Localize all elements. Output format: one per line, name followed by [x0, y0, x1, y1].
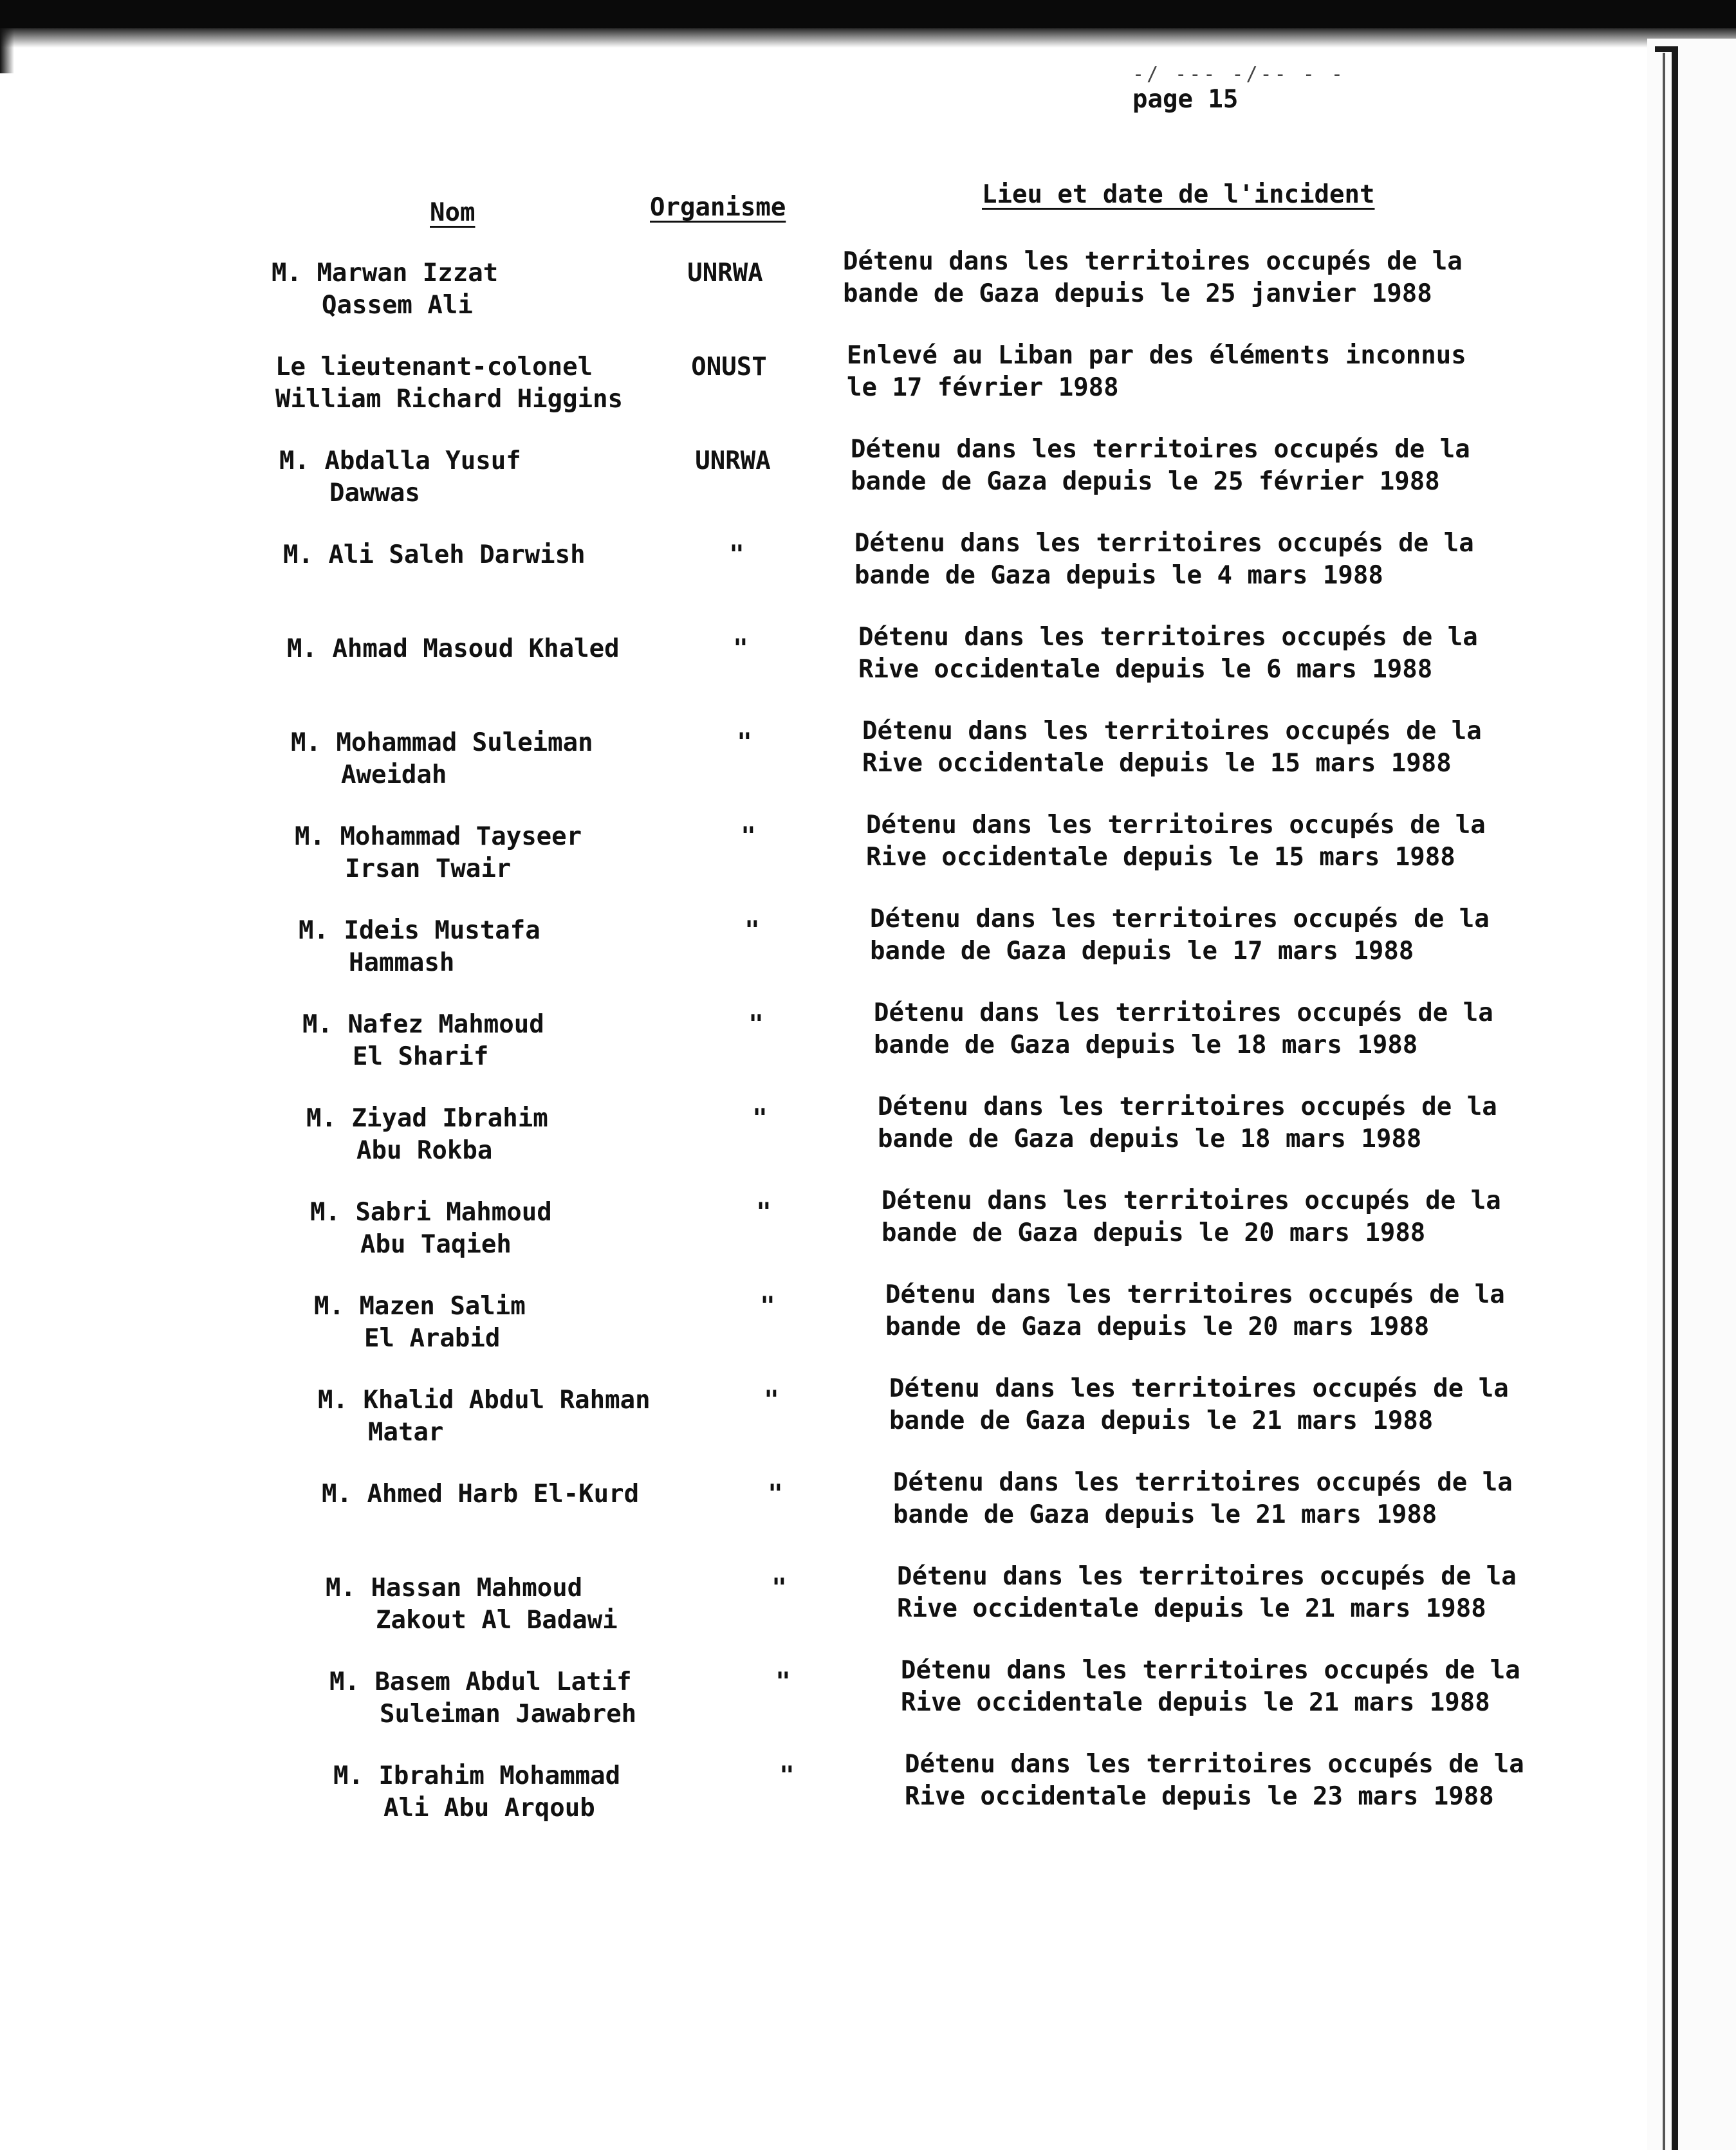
- incident-line: Détenu dans les territoires occupés de la: [854, 529, 1474, 558]
- column-header-organization: Organisme: [650, 193, 786, 222]
- name-cell: [275, 351, 687, 416]
- name-line: El Arabid: [364, 1324, 501, 1353]
- incident-line: Détenu dans les territoires occupés de la: [858, 623, 1478, 652]
- name-line: M. Abdalla Yusuf: [279, 446, 521, 475]
- incident-cell: [866, 809, 1548, 874]
- table-row: [0, 341, 1647, 428]
- name-line: El Sharif: [353, 1042, 489, 1071]
- name-line: M. Khalid Abdul Rahman: [318, 1386, 651, 1415]
- name-cell: [329, 1666, 741, 1731]
- name-line: M. Mohammad Suleiman: [291, 728, 593, 757]
- table-row: [0, 717, 1647, 804]
- incident-line: Rive occidentale depuis le 21 mars 1988: [897, 1594, 1486, 1623]
- name-cell: [299, 915, 710, 979]
- incident-line: Détenu dans les territoires occupés de la: [897, 1562, 1517, 1591]
- organization-cell: ": [760, 1292, 775, 1321]
- incident-line: bande de Gaza depuis le 18 mars 1988: [878, 1125, 1422, 1153]
- binding-edge: [1672, 46, 1678, 2150]
- incident-cell: [885, 1279, 1567, 1343]
- table-row: [0, 1186, 1647, 1274]
- incident-line: bande de Gaza depuis le 4 mars 1988: [854, 561, 1383, 590]
- name-line: William Richard Higgins: [275, 385, 623, 414]
- organization-cell: ": [771, 1574, 787, 1603]
- table-row: [0, 905, 1647, 992]
- name-line: Abu Taqieh: [360, 1230, 512, 1259]
- organization-cell: ": [741, 822, 756, 851]
- table-row: [0, 1656, 1647, 1743]
- incident-line: Détenu dans les territoires occupés de la: [874, 998, 1493, 1027]
- organization-cell: ": [748, 1010, 764, 1039]
- name-line: M. Mohammad Tayseer: [295, 822, 582, 851]
- incident-line: Détenu dans les territoires occupés de la: [893, 1468, 1513, 1497]
- name-cell: [287, 633, 699, 665]
- incident-line: bande de Gaza depuis le 25 janvier 1988: [843, 279, 1432, 308]
- table-row: [0, 811, 1647, 898]
- incident-cell: [870, 903, 1552, 968]
- organization-cell: ": [775, 1668, 791, 1696]
- scan-top-border: [0, 0, 1736, 28]
- name-line: M. Ahmad Masoud Khaled: [287, 634, 620, 663]
- table-row: [0, 435, 1647, 522]
- incident-line: Rive occidentale depuis le 6 mars 1988: [858, 655, 1433, 684]
- incident-line: bande de Gaza depuis le 17 mars 1988: [870, 937, 1414, 966]
- incident-line: bande de Gaza depuis le 21 mars 1988: [893, 1500, 1437, 1529]
- incident-line: Détenu dans les territoires occupés de la: [843, 247, 1463, 276]
- incident-line: bande de Gaza depuis le 25 février 1988: [851, 467, 1440, 496]
- name-cell: [279, 445, 691, 510]
- incident-line: bande de Gaza depuis le 18 mars 1988: [874, 1031, 1418, 1060]
- incident-line: Enlevé au Liban par des éléments inconnus: [847, 341, 1466, 370]
- incident-cell: [843, 246, 1525, 310]
- name-line: M. Nafez Mahmoud: [302, 1010, 544, 1039]
- organization-cell: ": [752, 1104, 768, 1133]
- incident-line: Détenu dans les territoires occupés de la: [866, 811, 1486, 840]
- organization-cell: ": [779, 1761, 795, 1790]
- name-line: M. Sabri Mahmoud: [310, 1198, 552, 1227]
- name-line: M. Ibrahim Mohammad: [333, 1761, 621, 1790]
- incident-cell: [889, 1373, 1571, 1437]
- scan-left-shadow: [0, 28, 14, 73]
- name-line: Zakout Al Badawi: [376, 1606, 618, 1635]
- table-row: [0, 1092, 1647, 1180]
- name-line: M. Ahmed Harb El-Kurd: [322, 1480, 640, 1509]
- table-row: [0, 1750, 1647, 1837]
- incident-line: bande de Gaza depuis le 20 mars 1988: [885, 1312, 1430, 1341]
- incident-line: Détenu dans les territoires occupés de la: [885, 1280, 1505, 1309]
- name-cell: [291, 727, 703, 791]
- name-line: M. Ali Saleh Darwish: [283, 540, 586, 569]
- incident-line: Détenu dans les territoires occupés de la: [905, 1750, 1524, 1779]
- incident-cell: [851, 434, 1533, 498]
- name-line: Le lieutenant-colonel: [275, 353, 593, 381]
- name-cell: [326, 1572, 737, 1637]
- name-line: Aweidah: [341, 760, 447, 789]
- incident-cell: [897, 1561, 1579, 1625]
- name-line: Suleiman Jawabreh: [380, 1700, 637, 1729]
- table-row: [0, 1468, 1647, 1556]
- table-row: [0, 1374, 1647, 1462]
- incident-line: Détenu dans les territoires occupés de la: [882, 1186, 1501, 1215]
- page-number: page 15: [1132, 85, 1239, 114]
- name-cell: [306, 1103, 718, 1167]
- column-header-incident: Lieu et date de l'incident: [982, 180, 1375, 209]
- incident-line: Rive occidentale depuis le 15 mars 1988: [866, 843, 1455, 872]
- incident-cell: [878, 1091, 1560, 1155]
- name-cell: [322, 1478, 734, 1511]
- incident-line: Détenu dans les territoires occupés de la: [878, 1092, 1497, 1121]
- name-line: Abu Rokba: [356, 1136, 493, 1165]
- name-line: Irsan Twair: [345, 854, 512, 883]
- organization-cell: ONUST: [691, 353, 767, 381]
- organization-cell: UNRWA: [687, 259, 763, 288]
- organization-cell: ": [729, 540, 744, 569]
- incident-cell: [893, 1467, 1575, 1531]
- name-line: M. Marwan Izzat: [272, 259, 499, 288]
- scan-top-shadow: [0, 28, 1736, 48]
- name-cell: [333, 1760, 745, 1824]
- organization-cell: ": [768, 1480, 783, 1509]
- name-cell: [272, 257, 683, 322]
- incident-cell: [847, 340, 1529, 404]
- name-cell: [295, 821, 706, 885]
- document-reference: -/ --- -/-- - -: [1132, 63, 1345, 86]
- incident-cell: [905, 1749, 1587, 1813]
- name-line: Matar: [368, 1418, 444, 1447]
- incident-line: Rive occidentale depuis le 15 mars 1988: [862, 749, 1452, 778]
- name-cell: [310, 1197, 722, 1261]
- table-row: [0, 247, 1647, 335]
- incident-cell: [882, 1185, 1564, 1249]
- table-row: [0, 529, 1647, 616]
- incident-cell: [862, 715, 1544, 780]
- incident-line: Rive occidentale depuis le 21 mars 1988: [901, 1688, 1490, 1717]
- column-header-name: Nom: [430, 198, 476, 227]
- organization-cell: ": [756, 1198, 771, 1227]
- incident-cell: [874, 997, 1556, 1061]
- name-cell: [302, 1009, 714, 1073]
- name-cell: [314, 1291, 726, 1355]
- incident-line: Détenu dans les territoires occupés de la: [870, 905, 1490, 933]
- organization-cell: ": [764, 1386, 779, 1415]
- incident-line: Détenu dans les territoires occupés de la: [851, 435, 1470, 464]
- incident-line: bande de Gaza depuis le 21 mars 1988: [889, 1406, 1434, 1435]
- name-cell: [318, 1384, 730, 1449]
- table-row: [0, 1562, 1647, 1649]
- organization-cell: UNRWA: [695, 446, 771, 475]
- name-line: M. Ziyad Ibrahim: [306, 1104, 548, 1133]
- incident-line: Rive occidentale depuis le 23 mars 1988: [905, 1782, 1494, 1811]
- incident-line: Détenu dans les territoires occupés de la: [862, 717, 1482, 746]
- name-line: M. Mazen Salim: [314, 1292, 526, 1321]
- incident-line: le 17 février 1988: [847, 373, 1119, 402]
- name-line: Dawwas: [329, 479, 420, 508]
- binding-edge-inner: [1663, 53, 1665, 2150]
- incident-cell: [858, 621, 1540, 686]
- name-line: Hammash: [349, 948, 455, 977]
- name-line: M. Hassan Mahmoud: [326, 1574, 583, 1603]
- organization-cell: ": [744, 916, 760, 945]
- table-row: [0, 623, 1647, 710]
- name-line: M. Basem Abdul Latif: [329, 1668, 632, 1696]
- name-line: M. Ideis Mustafa: [299, 916, 540, 945]
- organization-cell: ": [733, 634, 748, 663]
- table-row: [0, 1280, 1647, 1368]
- name-line: Ali Abu Arqoub: [383, 1794, 595, 1823]
- name-cell: [283, 539, 695, 571]
- incident-line: bande de Gaza depuis le 20 mars 1988: [882, 1218, 1426, 1247]
- incident-cell: [901, 1655, 1583, 1719]
- incident-line: Détenu dans les territoires occupés de la: [901, 1656, 1520, 1685]
- name-line: Qassem Ali: [322, 291, 473, 320]
- table-row: [0, 998, 1647, 1086]
- incident-cell: [854, 528, 1537, 592]
- scan-right-margin: [1647, 39, 1736, 2150]
- organization-cell: ": [737, 728, 752, 757]
- incident-line: Détenu dans les territoires occupés de la: [889, 1374, 1509, 1403]
